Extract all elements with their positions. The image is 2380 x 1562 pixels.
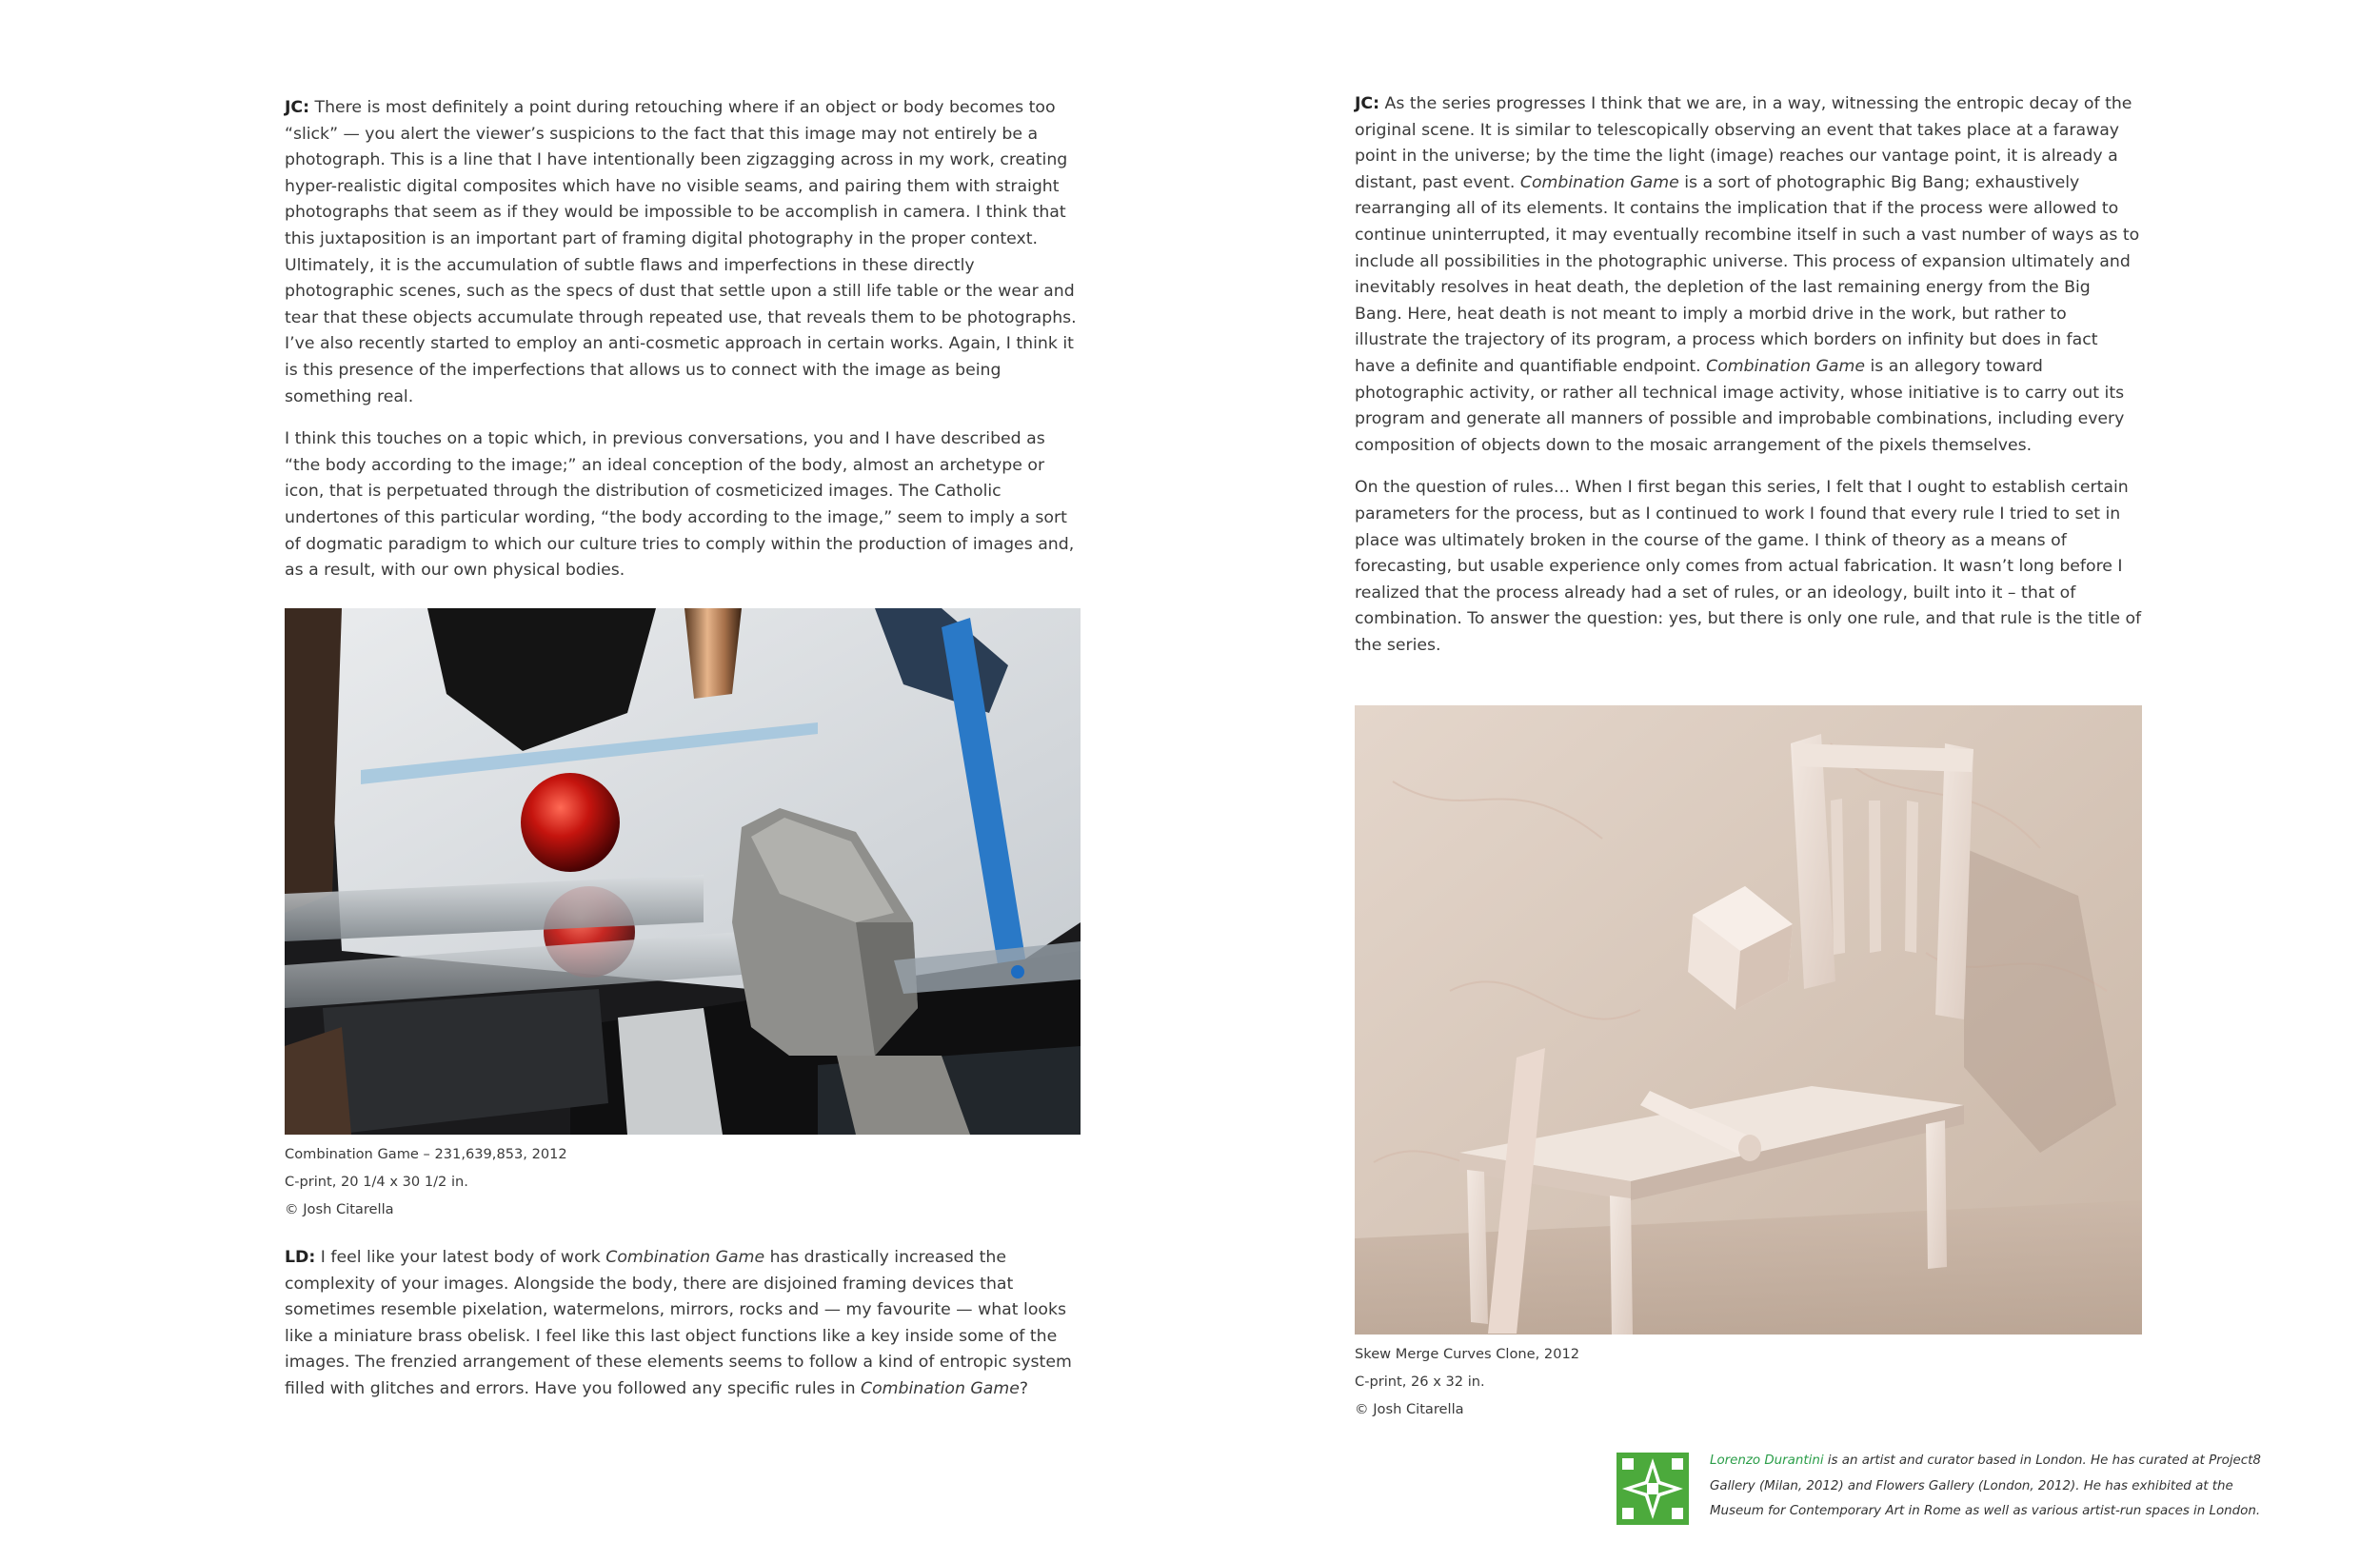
paragraph-question-of-rules: On the question of rules… When I first began this series, I felt that I ought to establish certain parameters for the process, but as I continued to work I found that every rule I tried to set in place was ultimately broken in the course of the game. I think of theory as a means of forecasting, but usable experience only comes from actual fabrication. It wasn’t long before I realized that the process already had a set of rules, or an ideology, built into it – that of combination. To answer the question: yes, but there is only one rule, and that rule is the title of the series. bbox=[1355, 478, 2142, 655]
caption-medium: C-print, 20 1/4 x 30 1/2 in. bbox=[285, 1174, 468, 1190]
caption-skew-merge-curves-clone bbox=[1355, 1340, 2142, 1423]
artwork-combination-game bbox=[285, 608, 1081, 1135]
author-name: Lorenzo Durantini bbox=[1710, 1453, 1824, 1468]
caption-title: Combination Game – 231,639,853, 2012 bbox=[285, 1146, 567, 1162]
caption-credit: © Josh Citarella bbox=[1355, 1401, 1464, 1417]
speaker-label: JC: bbox=[1355, 94, 1380, 113]
caption-credit: © Josh Citarella bbox=[285, 1201, 394, 1217]
speaker-label: LD: bbox=[285, 1248, 316, 1267]
caption-combination-game bbox=[285, 1140, 1081, 1223]
caption-title: Skew Merge Curves Clone, 2012 bbox=[1355, 1346, 1580, 1362]
artwork-skew-merge-curves-clone bbox=[1355, 705, 2142, 1335]
author-logo-icon bbox=[1616, 1453, 1689, 1525]
right-column-text bbox=[1355, 91, 2143, 659]
left-column-text-top bbox=[285, 95, 1084, 584]
paragraph-body-according-to-image: I think this touches on a topic which, in previous conversations, you and I have described as “the body according to the image;” an ideal conception of the body, almost an archetype or icon, that is perpetuated through the distribution of cosmeticized images. The Catholic undertones of this particular wording, “the body according to the image,” seem to imply a sort of dogmatic paradigm to which our culture tries to comply within the production of images and, as a result, with our own physical bodies. bbox=[285, 429, 1075, 581]
speaker-label: JC: bbox=[285, 98, 310, 117]
author-bio-text: is an artist and curator based in London. He has curated at Project8 Gallery (Milan, 2012) and Flowers Gallery (London, 2012). He has exhibited at the Museum for Contemporary Art in Rome as well as various artist-run spaces in London. bbox=[1710, 1453, 2261, 1518]
paragraph-jc-entropic-decay: JC: As the series progresses I think that we are, in a way, witnessing the entropic decay of the original scene. It is similar to telescopically observing an event that takes place at a faraway point in the universe; by the time the light (image) reaches our vantage point, it is already a distant, past event. Combination Game is a sort of photographic Big Bang; exhaustively rearranging all of its elements. It contains the implication that if the process were allowed to continue uninterrupted, it may eventually recombine itself in such a vast number of ways as to include all possibilities in the photographic universe. This process of expansion ultimately and inevitably resolves in heat death, the depletion of the last remaining energy from the Big Bang. Here, heat death is not meant to imply a morbid drive in the work, but rather to illustrate the trajectory of its program, a process which borders on infinity but does in fact have a definite and quantifiable endpoint. Combination Game is an allegory toward photographic activity, or rather all technical image activity, whose initiative is to carry out its program and generate all manners of possible and improbable combinations, including every composition of objects down to the mosaic arrangement of the pixels themselves. bbox=[1355, 94, 2140, 455]
paragraph-jc-retouching bbox=[285, 95, 1084, 410]
author-bio bbox=[1710, 1449, 2262, 1525]
caption-medium: C-print, 26 x 32 in. bbox=[1355, 1374, 1485, 1390]
left-column-text-bottom bbox=[285, 1245, 1084, 1403]
paragraph-ld-question: LD: I feel like your latest body of work Combination Game has drastically increased the complexity of your images. Alongside the body, there are disjoined framing devices that sometimes resemble pixelation, watermelons, mirrors, rocks and — my favourite — what looks like a miniature brass obelisk. I feel like this last object functions like a key inside some of the images. The frenzied arrangement of these elements seems to follow a kind of entropic system filled with glitches and errors. Have you followed any specific rules in Combination Game? bbox=[285, 1248, 1072, 1398]
paragraph-text: There is most definitely a point during retouching where if an object or body becomes too “slick” — you alert the viewer’s suspicions to the fact that this image may not entirely be a photograph. This is a line that I have intentionally been zigzagging across in my work, creating hyper-realistic digital composites which have no visible seams, and pairing them with straight photographs that seem as if they would be impossible to be accomplish in camera. I think that this juxtaposition is an important part of framing digital photography in the proper context. Ultimately, it is the accumulation of subtle flaws and imperfections in these directly photographic scenes, such as the specs of dust that settle upon a still life table or the wear and tear that these objects accumulate through repeated use, that reveals them to be photographs. I’ve also recently started to employ an anti-cosmetic approach in certain works. Again, I think it is this presence of the imperfections that allows us to connect with the image as being something real. bbox=[285, 98, 1077, 406]
